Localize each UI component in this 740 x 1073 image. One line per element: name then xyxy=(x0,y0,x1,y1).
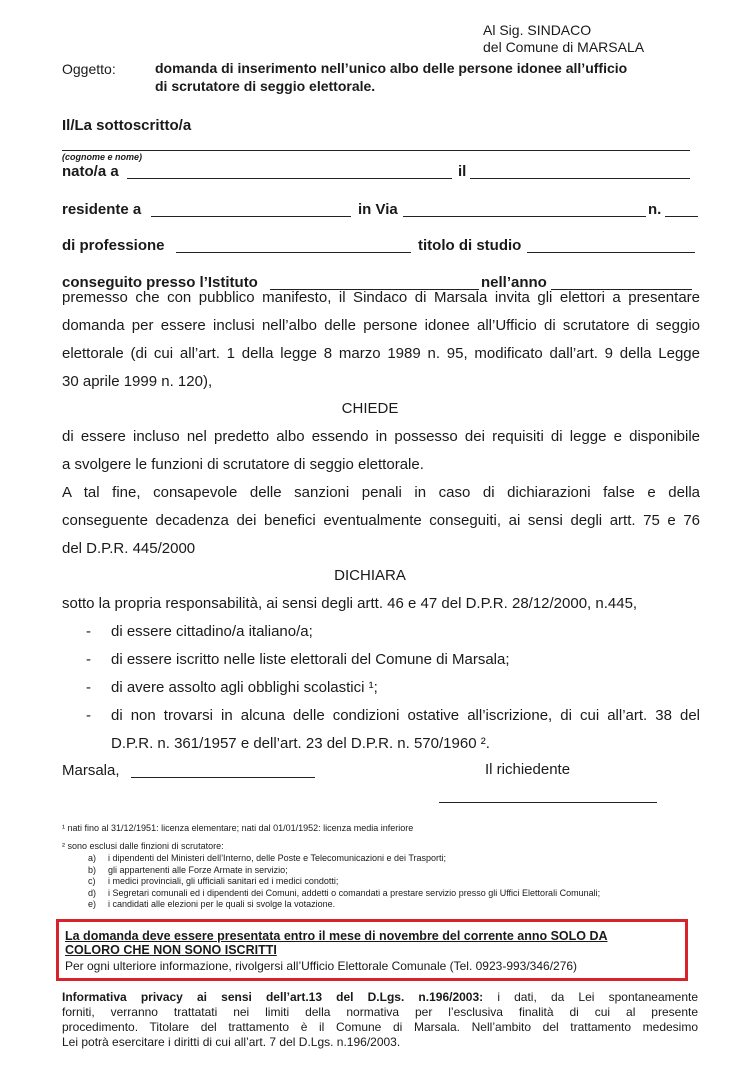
list-bullet: - xyxy=(86,651,91,668)
list-item xyxy=(62,646,700,674)
footnote-item xyxy=(62,853,600,865)
footnote-letter: b) xyxy=(88,864,97,875)
chiede-line-1: di essere incluso nel predetto albo essendo in possesso dei requisiti di legge e disponibile xyxy=(62,428,700,445)
name-field[interactable] xyxy=(62,150,690,151)
privacy-line-3: procedimento. Titolare del trattamento è il Comune di Marsala. Nell’ambito del trattamento medesimo xyxy=(62,1020,698,1034)
institute-label: conseguito presso l’Istituto xyxy=(62,274,258,291)
notice-box xyxy=(56,919,688,981)
recipient-line2: del Comune di MARSALA xyxy=(483,39,645,55)
purpose-line-2: conseguente decadenza dei benefici eventualmente conseguiti, ai sensi degli artt. 75 e 76 xyxy=(62,512,700,529)
list-bullet: - xyxy=(86,679,91,696)
list-item-text: di non trovarsi in alcuna delle condizioni ostative all’iscrizione, di cui all’art. 38 del xyxy=(111,707,700,724)
profession-field[interactable] xyxy=(176,252,411,253)
chiede-paragraph xyxy=(62,423,700,563)
notice-line-3: Per ogni ulteriore informazione, rivolgersi all’Ufficio Elettorale Comunale (Tel. 0923-993/346/276) xyxy=(65,959,578,973)
footnote-text: i medici provinciali, gli ufficiali sanitari ed i medici condotti; xyxy=(108,876,339,886)
footnote-text: gli appartenenti alle Forze Armate in servizio; xyxy=(108,864,288,875)
dichiara-intro: sotto la propria responsabilità, ai sensi degli artt. 46 e 47 del D.P.R. 28/12/2000, n.445, xyxy=(62,595,638,612)
born-label: nato/a a xyxy=(62,163,119,180)
study-field[interactable] xyxy=(527,252,695,253)
privacy-line-2: forniti, verranno trattatati nei limiti della normativa per l’esclusiva finalità di cui al presente xyxy=(62,1005,698,1019)
dichiara-list xyxy=(62,618,700,758)
list-item-text: di avere assolto agli obblighi scolastici ¹; xyxy=(111,679,378,696)
list-item-text-cont: D.P.R. n. 361/1957 e dell’art. 23 del D.P.R. n. 570/1960 ². xyxy=(111,735,490,752)
footnote-letter: a) xyxy=(88,853,97,863)
dichiara-heading: DICHIARA xyxy=(334,567,406,584)
place-label: Marsala, xyxy=(62,762,120,779)
notice-line-2: COLORO CHE NON SONO ISCRITTI xyxy=(65,943,277,957)
footnote-text: i dipendenti del Ministeri dell’Interno, delle Poste e Telecomunicazioni e dei Trasporti; xyxy=(108,853,447,863)
privacy-line-4: Lei potrà esercitare i diritti di cui all’art. 7 del D.Lgs. n.196/2003. xyxy=(62,1035,401,1049)
number-field[interactable] xyxy=(665,216,698,217)
birthdate-field[interactable] xyxy=(470,178,690,179)
chiede-line-2: a svolgere le funzioni di scrutatore di seggio elettorale. xyxy=(62,456,424,473)
subject-line2: di scrutatore di seggio elettorale. xyxy=(155,78,376,94)
list-bullet: - xyxy=(86,707,91,724)
list-item-text: di essere iscritto nelle liste elettorali del Comune di Marsala; xyxy=(111,651,510,668)
street-field[interactable] xyxy=(403,216,646,217)
footnote-1: ¹ nati fino al 31/12/1951: licenza elementare; nati dal 01/01/1952: licenza media inferiore xyxy=(62,823,414,833)
date-field[interactable] xyxy=(131,777,315,778)
study-label: titolo di studio xyxy=(418,237,522,254)
footnote-text: i candidati alle elezioni per le quali si svolge la votazione. xyxy=(108,899,336,909)
purpose-line-3: del D.P.R. 445/2000 xyxy=(62,540,196,557)
footnote-item xyxy=(62,865,600,877)
list-item xyxy=(62,674,700,702)
premise-line-3: elettorale (di cui all’art. 1 della legge 8 marzo 1989 n. 95, modificato dall’art. 9 della Legge xyxy=(62,345,700,362)
list-item xyxy=(62,702,700,758)
footnote-list xyxy=(62,853,600,911)
premise-line-2: domanda per essere inclusi nell’albo delle persone idonee all’Ufficio di scrutatore di seggio xyxy=(62,317,700,334)
undersigned-label: Il/La sottoscritto/a xyxy=(62,117,192,134)
subject-label: Oggetto: xyxy=(62,61,116,77)
footnote-item xyxy=(62,899,600,911)
footnote-item xyxy=(62,876,600,888)
premise-line-1: premesso che con pubblico manifesto, il Sindaco di Marsala invita gli elettori a presentare xyxy=(62,289,700,306)
footnote-letter: e) xyxy=(88,899,97,909)
birthplace-field[interactable] xyxy=(127,178,452,179)
footnote-letter: d) xyxy=(88,887,97,898)
purpose-line-1: A tal fine, consapevole delle sanzioni penali in caso di dichiarazioni false e della xyxy=(62,484,700,501)
subject-line1: domanda di inserimento nell’unico albo delle persone idonee all’ufficio xyxy=(155,60,628,76)
residence-field[interactable] xyxy=(151,216,351,217)
list-item-text: di essere cittadino/a italiano/a; xyxy=(111,623,313,640)
privacy-title: Informativa privacy ai sensi dell’art.13 del D.Lgs. n.196/2003: xyxy=(62,990,484,1004)
applicant-label: Il richiedente xyxy=(485,761,571,778)
name-hint: (cognome e nome) xyxy=(62,152,143,162)
number-label: n. xyxy=(648,201,662,218)
footnote-text: i Segretari comunali ed i dipendenti dei Comuni, addetti o comandati a prestare servizio presso gli Uffici Elettorali Comunali; xyxy=(108,887,601,898)
privacy-block xyxy=(62,990,698,1050)
privacy-first-rest: i dati, da Lei spontaneamente xyxy=(497,990,698,1004)
footnote-letter: c) xyxy=(88,876,96,886)
born-date-label: il xyxy=(458,163,467,180)
signature-field[interactable] xyxy=(439,802,657,803)
street-label: in Via xyxy=(358,201,398,218)
profession-label: di professione xyxy=(62,237,165,254)
premise-line-4: 30 aprile 1999 n. 120), xyxy=(62,373,213,390)
privacy-line-1 xyxy=(62,990,698,1005)
year-label: nell’anno xyxy=(481,274,547,291)
chiede-heading: CHIEDE xyxy=(341,400,399,417)
footnote-2-intro: ² sono esclusi dalle finzioni di scrutatore: xyxy=(62,841,224,851)
list-bullet: - xyxy=(86,623,91,640)
premise-paragraph xyxy=(62,284,700,396)
recipient xyxy=(483,22,644,56)
recipient-line1: Al Sig. SINDACO xyxy=(483,22,592,38)
resident-label: residente a xyxy=(62,201,142,218)
list-item xyxy=(62,618,700,646)
footnote-item xyxy=(62,888,600,900)
notice-line-1: La domanda deve essere presentata entro il mese di novembre del corrente anno SOLO DA xyxy=(65,929,608,943)
